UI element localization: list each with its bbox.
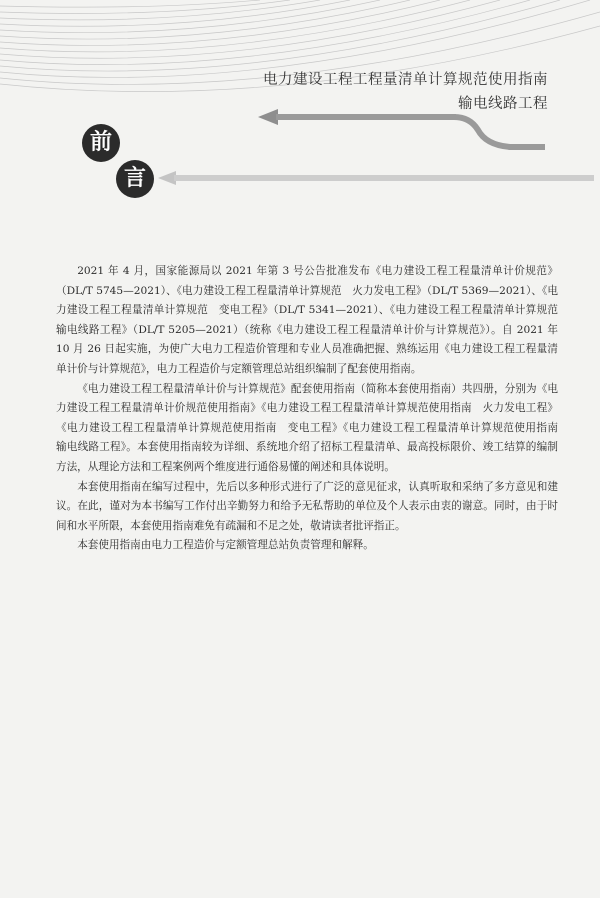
paragraph: 本套使用指南由电力工程造价与定额管理总站负责管理和解释。	[77, 539, 374, 552]
paragraph: 2021 年 4 月，国家能源局以 2021 年第 3 号公告批准发布《电力建设工程工程量清单计价规范》（DL/T 5745—2021）、《电力建设工程工程量清单计算规范 火力发电工程》（DL/T 5369—2021）、《电力建设工程工程量清单计算规范 变电工程》（DL/T 5341—2021）、《电力建设工程工程量清单计算规范 输电线路工程》（DL/T 5205—2021）（统称《电力建设工程工程量清单计价与计算规范》）。自 2021 年 10 月 26 日起实施，为使广大电力工程造价管理和专业人员准确把握、熟练运用《电力建设工程工程量清单计价与计算规范》，电力工程造价与定额管理总站组织编制了配套使用指南。	[56, 265, 569, 375]
running-header	[263, 68, 548, 116]
header-title-line1: 电力建设工程工程量清单计算规范使用指南	[263, 72, 548, 88]
section-title-char-2: 言	[116, 160, 154, 198]
preface-body	[56, 262, 569, 556]
paragraph: 《电力建设工程工程量清单计价与计算规范》配套使用指南（简称本套使用指南）共四册，分别为《电力建设工程工程量清单计价规范使用指南》《电力建设工程工程量清单计算规范使用指南 火力发电工程》《电力建设工程工程量清单计算规范使用指南 变电工程》《电力建设工程工程量清单计算规范使用指南 输电线路工程》。本套使用指南较为详细、系统地介绍了招标工程量清单、最高投标限价、竣工结算的编制方法，从理论方法和工程案例两个维度进行通俗易懂的阐述和具体说明。	[56, 382, 569, 473]
left-arrow-icon	[158, 171, 594, 185]
header-title-line2: 输电线路工程	[458, 96, 548, 112]
paragraph: 本套使用指南在编写过程中，先后以多种形式进行了广泛的意见征求，认真听取和采纳了多方意见和建议。在此，谨对为本书编写工作付出辛勤努力和给予无私帮助的单位及个人表示由衷的谢意。同时，由于时间和水平所限，本套使用指南难免有疏漏和不足之处，敬请读者批评指正。	[56, 480, 558, 532]
section-title-char-1: 前	[82, 124, 120, 162]
